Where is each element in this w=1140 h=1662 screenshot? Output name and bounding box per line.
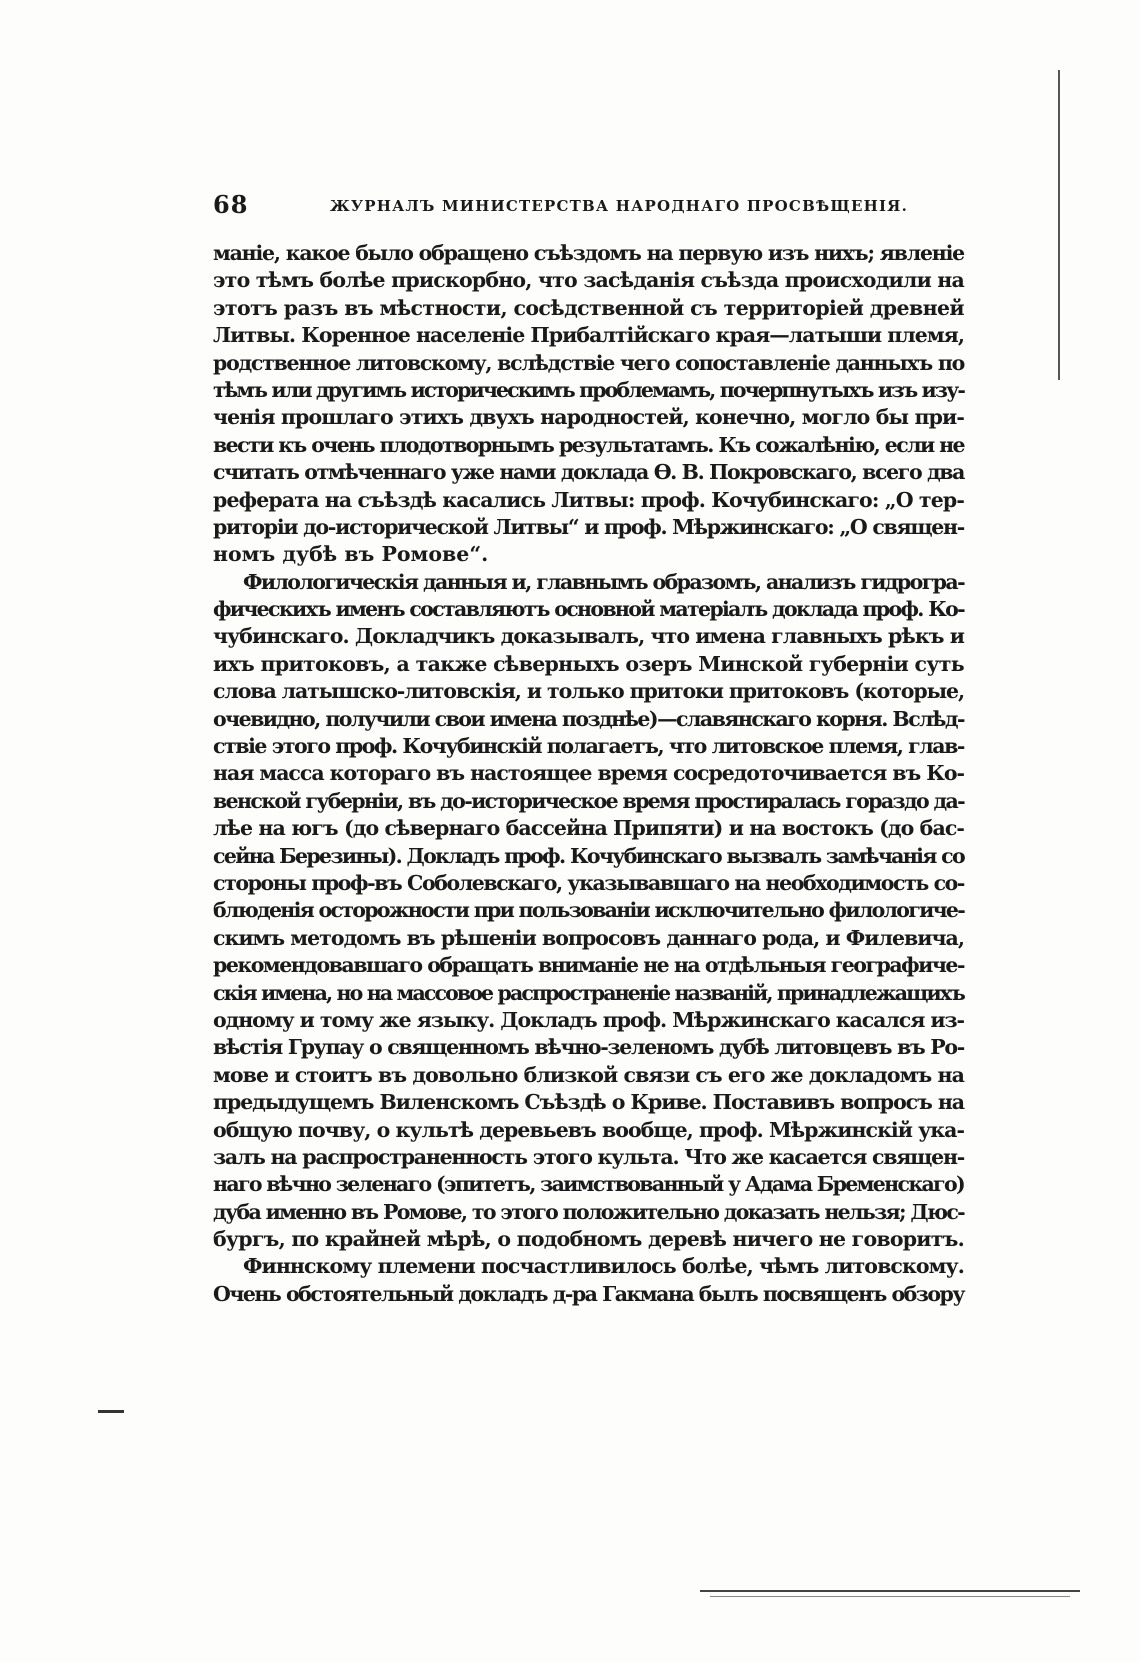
text-line: ченія прошлаго этихъ двухъ народностей, конечно, могло бы при- <box>213 405 964 430</box>
text-line: скія имена, но на массовое распространеніе названій, принадлежащихъ <box>213 980 964 1005</box>
text-line: скимъ методомъ въ рѣшеніи вопросовъ даннаго рода, и Филевича, <box>213 925 964 950</box>
text-line: рекомендовавшаго обращать вниманіе не на отдѣльныя географиче- <box>213 953 964 978</box>
margin-mark <box>98 1410 124 1413</box>
text-line: бургъ, по крайней мѣрѣ, о подобномъ деревѣ ничего не говоритъ. <box>213 1227 964 1252</box>
text-line: мове и стоитъ въ довольно близкой связи съ его же докладомъ на <box>213 1062 964 1087</box>
text-line: это тѣмъ болѣе прискорбно, что засѣданія съѣзда происходили на <box>213 268 964 293</box>
text-line: венской губерніи, въ до-историческое время простиралась гораздо да- <box>213 788 964 813</box>
text-line: Финнскому племени посчастливилось болѣе, чѣмъ литовскому. <box>243 1254 964 1279</box>
page-edge-rule <box>1058 70 1060 380</box>
running-title: ЖУРНАЛЪ МИНИСТЕРСТВА НАРОДНАГО ПРОСВѢЩЕНІЯ. <box>330 197 909 215</box>
text-line: тѣмъ или другимъ историческимъ проблемамъ, почерпнутыхъ изъ изу- <box>213 377 964 402</box>
text-line: одному и тому же языку. Докладъ проф. Мѣржинскаго касался из- <box>213 1007 964 1032</box>
text-line: ствіе этого проф. Кочубинскій полагаетъ, что литовское племя, глав- <box>213 734 964 759</box>
text-line: слова латышско-литовскія, и только притоки притоковъ (которые, <box>213 679 964 704</box>
text-line: предыдущемъ Виленскомъ Съѣздѣ о Криве. Поставивъ вопросъ на <box>213 1090 964 1115</box>
page-header <box>213 190 963 230</box>
text-line: наго вѣчно зеленаго (эпитетъ, заимствованный у Адама Бременскаго) <box>213 1172 964 1197</box>
text-line: Филологическія данныя и, главнымъ образомъ, анализъ гидрогра- <box>243 569 964 594</box>
text-line: вести къ очень плодотворнымъ результатамъ. Къ сожалѣнію, если не <box>213 432 964 457</box>
text-line: маніе, какое было обращено съѣздомъ на первую изъ нихъ; явленіе <box>213 241 964 265</box>
text-line: Очень обстоятельный докладъ д-ра Гакмана былъ посвященъ обзору <box>213 1281 964 1306</box>
text-line: сейна Березины). Докладъ проф. Кочубинскаго вызвалъ замѣчанія со <box>213 843 964 868</box>
bottom-edge-rule-secondary <box>710 1596 1070 1597</box>
text-line: реферата на съѣздѣ касались Литвы: проф. Кочубинскаго: „О тер- <box>213 487 964 512</box>
text-line: чубинскаго. Докладчикъ доказывалъ, что имена главныхъ рѣкъ и <box>213 624 964 649</box>
text-line: дуба именно въ Ромове, то этого положительно доказать нельзя; Дюс- <box>213 1199 964 1224</box>
text-line: риторіи до-исторической Литвы“ и проф. Мѣржинскаго: „О священ- <box>213 514 964 539</box>
text-line: этотъ разъ въ мѣстности, сосѣдственной съ территоріей древней <box>213 295 964 320</box>
text-line: Литвы. Коренное населеніе Прибалтійскаго края—латыши племя, <box>213 323 964 348</box>
text-line: стороны проф-въ Соболевскаго, указывавшаго на необходимость со- <box>213 870 964 895</box>
body-text <box>213 240 964 1308</box>
bottom-edge-rule <box>700 1590 1080 1592</box>
text-line: блюденія осторожности при пользованіи исключительно филологиче- <box>213 898 964 923</box>
text-line: фическихъ именъ составляютъ основной матеріалъ доклада проф. Ко- <box>213 597 964 622</box>
text-line: ная масса котораго въ настоящее время сосредоточивается въ Ко- <box>213 761 964 786</box>
text-line: очевидно, получили свои имена позднѣе)—славянскаго корня. Вслѣд- <box>213 706 964 731</box>
text-line: родственное литовскому, вслѣдствіе чего сопоставленіе данныхъ по <box>213 350 964 375</box>
text-line: залъ на распространенность этого культа. Что же касается священ- <box>213 1144 964 1169</box>
text-line: вѣстія Групау о священномъ вѣчно-зеленомъ дубѣ литовцевъ въ Ро- <box>213 1035 964 1060</box>
text-line: номъ дубѣ въ Ромове“. <box>213 542 489 567</box>
text-line: лѣе на югъ (до сѣвернаго бассейна Припяти) и на востокъ (до бас- <box>213 816 964 841</box>
text-line: ихъ притоковъ, а также сѣверныхъ озеръ Минской губерніи суть <box>213 651 964 676</box>
page-number: 68 <box>213 190 249 219</box>
text-line: считать отмѣченнаго уже нами доклада Ѳ. В. Покровскаго, всего два <box>213 460 964 485</box>
text-line: общую почву, о культѣ деревьевъ вообще, проф. Мѣржинскій ука- <box>213 1117 964 1142</box>
